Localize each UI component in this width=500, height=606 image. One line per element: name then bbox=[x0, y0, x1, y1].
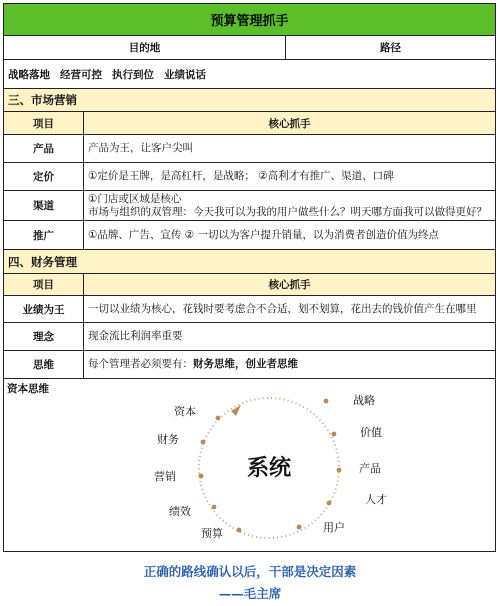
node-dot bbox=[297, 525, 302, 530]
quote-author: ——毛主席 bbox=[218, 586, 282, 601]
section3-column-header bbox=[3, 112, 496, 135]
section4-heading-row bbox=[3, 250, 496, 274]
row-item: 产品 bbox=[4, 135, 84, 162]
slogan-item: 战略落地 bbox=[8, 68, 50, 81]
path-header: 路径 bbox=[380, 42, 401, 54]
row-item: 思维 bbox=[4, 351, 84, 378]
node-label-strategy: 战略 bbox=[353, 394, 375, 407]
node-dot bbox=[332, 432, 337, 437]
row-item: 渠道 bbox=[4, 191, 84, 220]
mindset-emphasis: 财务思维，创业者思维 bbox=[193, 358, 298, 370]
node-label-user: 用户 bbox=[323, 521, 345, 534]
row-content bbox=[84, 191, 495, 220]
row-content: 现金流比利润率重要 bbox=[88, 330, 183, 342]
node-dot bbox=[216, 416, 221, 421]
section4-heading: 四、财务管理 bbox=[8, 254, 77, 269]
capital-heading: 资本思维 bbox=[7, 383, 49, 395]
node-label-marketing: 营销 bbox=[154, 470, 176, 483]
section3-item-header: 项目 bbox=[4, 112, 84, 134]
system-cycle-diagram bbox=[3, 379, 496, 552]
slogan-item: 业绩说话 bbox=[164, 68, 206, 81]
title-row bbox=[3, 3, 496, 36]
slogan-item: 执行到位 bbox=[112, 68, 154, 81]
node-label-talent: 人才 bbox=[365, 493, 387, 506]
node-dot bbox=[324, 399, 329, 404]
row-content: 一切以业绩为核心，花钱时要考虑合不合适，划不划算，花出去的钱价值产生在哪里 bbox=[88, 302, 477, 315]
node-dot bbox=[327, 501, 332, 506]
table-row bbox=[3, 351, 496, 379]
node-dot bbox=[199, 474, 204, 479]
node-dot bbox=[201, 440, 206, 445]
row-item: 理念 bbox=[4, 323, 84, 350]
node-dot bbox=[212, 505, 217, 510]
node-label-value: 价值 bbox=[360, 426, 382, 439]
table-row bbox=[3, 323, 496, 351]
section3-heading-row bbox=[3, 89, 496, 112]
node-label-finance: 财务 bbox=[157, 433, 179, 446]
destination-path-row bbox=[3, 36, 496, 60]
row-line: 市场与组织的双管理：今天我可以为我的用户做些什么？明天哪方面我可以做得更好？ bbox=[88, 205, 487, 218]
row-content: 产品为王，让客户尖叫 bbox=[88, 142, 193, 154]
table-row bbox=[3, 191, 496, 221]
destination-header: 目的地 bbox=[4, 36, 286, 59]
table-row bbox=[3, 135, 496, 163]
node-label-performance: 绩效 bbox=[169, 505, 191, 518]
section4-core-header: 核心抓手 bbox=[268, 279, 311, 291]
section4-column-header bbox=[3, 274, 496, 296]
row-line: ①门店或区域是核心 bbox=[88, 192, 182, 205]
table-row bbox=[3, 221, 496, 250]
section3-core-header: 核心抓手 bbox=[268, 117, 311, 130]
node-label-capital: 资本 bbox=[174, 405, 196, 418]
row-item: 业绩为王 bbox=[4, 296, 84, 322]
row-item: 推广 bbox=[4, 221, 84, 249]
row-content: ①品牌、广告、宣传 ② 一切以为客户提升销量，以为消费者创造价值为终点 bbox=[88, 228, 440, 241]
slogan-row bbox=[3, 60, 496, 89]
table-row bbox=[3, 163, 496, 191]
section4-item-header: 项目 bbox=[4, 274, 84, 295]
row-content: ①定价是王牌，是高杠杆，是战略； ②高利才有推广、渠道、口碑 bbox=[88, 170, 394, 182]
quote-line-1: 正确的路线确认以后，干部是决定因素 bbox=[143, 564, 357, 579]
section3-heading: 三、市场营销 bbox=[8, 93, 77, 107]
system-center-label: 系统 bbox=[246, 456, 292, 481]
row-content bbox=[84, 351, 495, 378]
slogan-item: 经营可控 bbox=[60, 68, 102, 81]
table-row bbox=[3, 296, 496, 323]
node-label-product: 产品 bbox=[359, 462, 381, 475]
row-item: 定价 bbox=[4, 163, 84, 190]
sheet-title: 预算管理抓手 bbox=[4, 3, 495, 36]
node-dot bbox=[237, 528, 242, 533]
mindset-prefix: 每个管理者必须要有： bbox=[88, 358, 193, 370]
slogan-list bbox=[8, 60, 495, 88]
node-dot bbox=[337, 468, 342, 473]
node-label-budget: 预算 bbox=[201, 527, 223, 540]
